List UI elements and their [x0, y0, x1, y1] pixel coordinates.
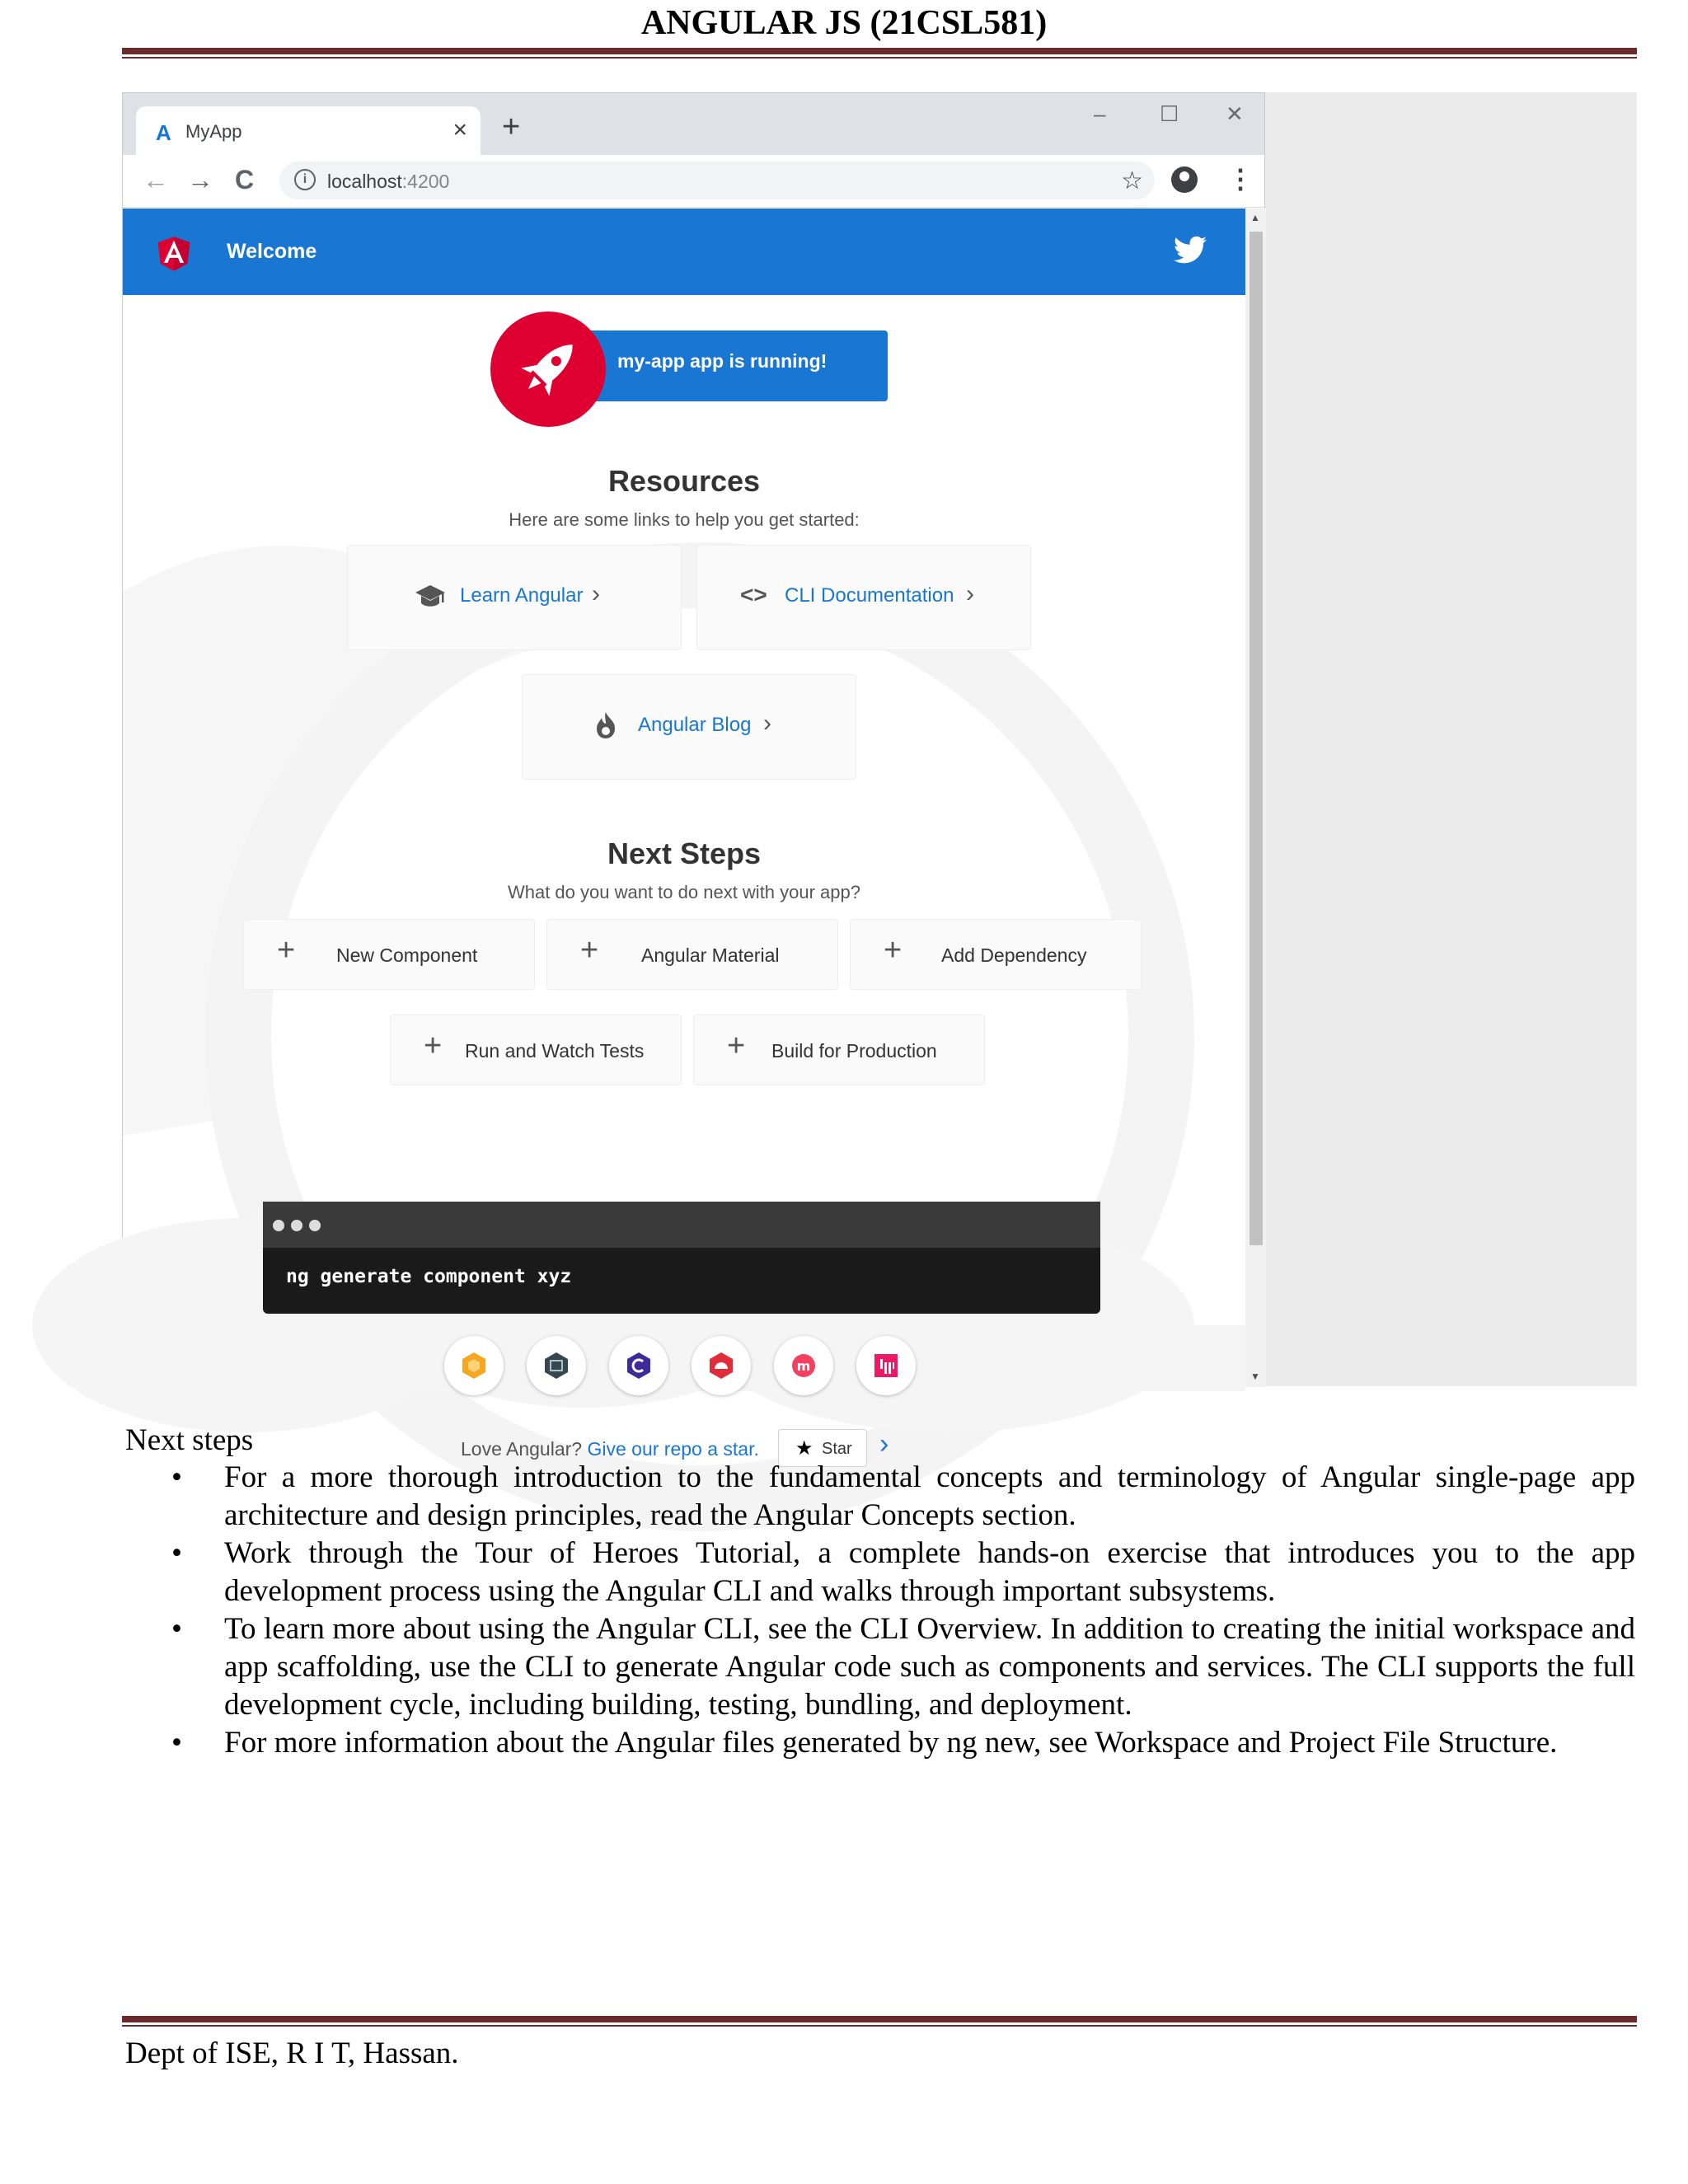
browser-toolbar — [123, 155, 1264, 208]
bullet-icon: • — [171, 1612, 182, 1646]
bullet-icon: • — [171, 1726, 182, 1760]
step-label: Add Dependency — [941, 944, 1087, 966]
url-text — [327, 171, 449, 193]
list-item — [125, 1535, 1635, 1610]
info-icon[interactable]: i — [294, 169, 316, 190]
twitter-icon[interactable] — [1171, 233, 1209, 266]
step-label: New Component — [336, 944, 478, 966]
rocket-circle — [490, 312, 606, 427]
new-tab-icon[interactable]: + — [502, 110, 521, 144]
run-watch-tests-button[interactable] — [390, 1015, 682, 1085]
build-production-button[interactable] — [693, 1015, 985, 1085]
angular-toolbar — [123, 209, 1245, 295]
scroll-down-icon[interactable]: ▼ — [1250, 1371, 1260, 1382]
reload-icon[interactable]: C — [235, 165, 255, 194]
url-port: :4200 — [401, 171, 450, 192]
angular-logo-icon — [152, 230, 195, 276]
terminal-titlebar — [263, 1202, 1100, 1248]
browser-window — [122, 92, 1265, 1460]
list-item-text: For a more thorough introduction to the fundamental concepts and terminology of Angular single-page app architecture and design principles, read the Angular Concepts section. — [224, 1460, 1635, 1532]
flame-icon — [593, 711, 618, 739]
resources-subtitle: Here are some links to help you get started: — [509, 509, 860, 530]
footer-rule-thin — [122, 2025, 1637, 2027]
resources-title: Resources — [607, 464, 761, 498]
plus-icon: + — [580, 933, 599, 968]
augury-icon[interactable] — [609, 1336, 668, 1395]
vertical-scrollbar[interactable] — [1245, 209, 1266, 1387]
add-dependency-button[interactable] — [850, 919, 1142, 990]
plus-icon: + — [884, 933, 903, 968]
tab-title: MyApp — [185, 121, 242, 142]
bullet-icon: • — [171, 1536, 182, 1570]
bullet-icon: • — [171, 1460, 182, 1494]
plus-icon: + — [727, 1029, 746, 1063]
next-steps-list — [125, 1459, 1635, 1762]
angular-favicon-icon: A — [156, 120, 171, 145]
page-title: ANGULAR JS (21CSL581) — [640, 4, 1048, 42]
chevron-right-icon: › — [763, 710, 771, 737]
svg-text:m: m — [796, 1358, 811, 1374]
list-item-text: Work through the Tour of Heroes Tutorial, a complete hands-on exercise that introduces you to the app development process using the Angular CLI and walks through important subsystems. — [224, 1536, 1635, 1608]
code-brackets-icon: <> — [740, 582, 767, 607]
window-close-icon[interactable]: ✕ — [1226, 101, 1244, 126]
terminal-command: ng generate component xyz — [286, 1266, 572, 1287]
plus-icon: + — [424, 1029, 443, 1063]
bookmark-star-icon[interactable]: ☆ — [1121, 167, 1143, 194]
step-label: Angular Material — [641, 944, 780, 966]
learn-angular-label: Learn Angular — [460, 584, 584, 607]
list-item-text: To learn more about using the Angular CLI, see the CLI Overview. In addition to creating the initial workspace and app scaffolding, use the CLI to generate Angular code such as components and services. The CLI supports the full development cycle, including building, testing, bundling, and deployment. — [224, 1612, 1635, 1722]
rocket-icon — [490, 312, 606, 427]
angular-blog-card[interactable] — [522, 674, 856, 780]
address-bar[interactable] — [279, 162, 1155, 199]
love-prefix: Love Angular? — [461, 1438, 583, 1460]
plus-icon: + — [277, 933, 296, 968]
list-item — [125, 1610, 1635, 1724]
terminal-dot — [291, 1220, 302, 1231]
menu-icon[interactable]: ⋮ — [1227, 164, 1254, 194]
protractor-icon[interactable] — [692, 1336, 751, 1395]
cli-icon[interactable] — [527, 1336, 586, 1395]
tab-strip — [123, 93, 1264, 155]
list-item-text: For more information about the Angular files generated by ng new, see Workspace and Project File Structure. — [224, 1726, 1558, 1760]
scroll-up-icon[interactable]: ▲ — [1250, 212, 1260, 223]
step-label: Run and Watch Tests — [465, 1040, 645, 1062]
meetup-icon[interactable] — [774, 1336, 833, 1395]
page-viewport — [123, 209, 1245, 1460]
star-button-label: Star — [822, 1440, 852, 1458]
chevron-right-icon[interactable]: › — [879, 1428, 889, 1460]
list-item — [125, 1724, 1635, 1762]
forward-icon[interactable]: → — [187, 165, 213, 194]
learn-angular-card[interactable] — [347, 545, 682, 650]
tab-close-icon[interactable]: × — [452, 116, 467, 143]
next-steps-title: Next Steps — [607, 837, 762, 870]
cli-documentation-card[interactable] — [696, 545, 1031, 650]
back-icon[interactable]: ← — [143, 165, 169, 194]
maximize-icon[interactable]: ☐ — [1160, 101, 1179, 126]
terminal-dot — [273, 1220, 284, 1231]
star-icon: ★ — [795, 1437, 814, 1460]
next-steps-heading: Next steps — [125, 1423, 254, 1457]
scroll-thumb[interactable] — [1250, 232, 1263, 1245]
header-rule-thick — [122, 48, 1637, 54]
chevron-right-icon: › — [592, 580, 600, 607]
new-component-button[interactable] — [243, 919, 535, 990]
graduation-cap-icon — [414, 583, 447, 610]
footer-text: Dept of ISE, R I T, Hassan. — [125, 2036, 459, 2070]
angular-material-button[interactable] — [546, 919, 838, 990]
chevron-right-icon: › — [966, 580, 974, 607]
account-icon[interactable] — [1171, 166, 1198, 193]
header-rule-thin — [122, 57, 1637, 59]
minimize-icon[interactable]: – — [1094, 101, 1106, 126]
tab-myapp[interactable] — [136, 106, 481, 155]
list-item — [125, 1459, 1635, 1535]
toolbar-welcome: Welcome — [227, 240, 317, 263]
terminal-dot — [309, 1220, 321, 1231]
running-text: my-app app is running! — [617, 350, 828, 372]
cli-documentation-label: CLI Documentation — [785, 584, 954, 607]
angular-blog-label: Angular Blog — [638, 714, 752, 736]
next-steps-subtitle: What do you want to do next with your app? — [507, 882, 861, 902]
step-label: Build for Production — [771, 1040, 937, 1062]
footer-rule-thick — [122, 2016, 1637, 2022]
terminal — [263, 1202, 1100, 1314]
animations-icon[interactable] — [444, 1336, 504, 1395]
love-angular-text — [461, 1438, 759, 1460]
repo-star-link[interactable]: Give our repo a star. — [587, 1438, 759, 1460]
browser-screenshot — [122, 92, 1637, 1460]
gitter-icon[interactable] — [856, 1336, 916, 1395]
url-host: localhost — [327, 171, 402, 192]
